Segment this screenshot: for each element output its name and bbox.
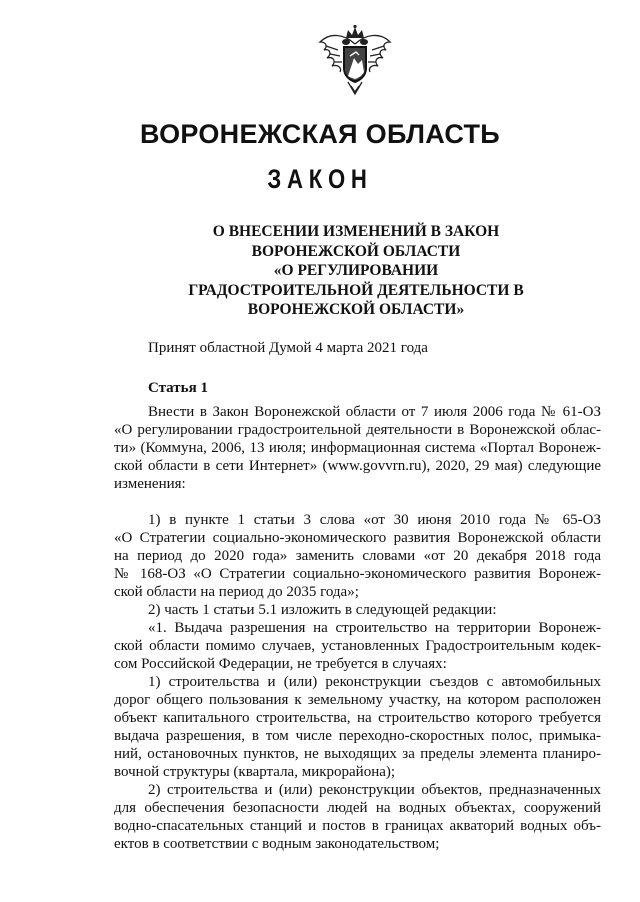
text-line: 1) строительства и (или) реконструкции съездов с автомобильных xyxy=(148,674,601,690)
text-line: 2) строительства и (или) реконструкции объектов, предназначенных xyxy=(148,782,601,798)
paragraph-case-2 xyxy=(114,781,601,853)
text-line: вочной структуры (квартала, микрорайона); xyxy=(114,764,396,780)
text-line: сом Российской Федерации, не требуется в случаях: xyxy=(114,656,447,672)
law-name-line: ВОРОНЕЖСКОЙ ОБЛАСТИ» xyxy=(247,301,465,318)
text-line: на период до 2020 года» заменить словами «от 20 декабря 2018 года xyxy=(114,548,601,564)
text-line: № 168-ОЗ «О Стратегии социально-экономического развития Воронеж- xyxy=(114,566,601,582)
text-line: «1. Выдача разрешения на строительство на территории Воронеж- xyxy=(148,620,601,636)
paragraph-new-part-1 xyxy=(114,619,601,673)
voronezh-coat-of-arms-icon xyxy=(312,24,398,98)
paragraph-case-1 xyxy=(114,673,601,781)
text-line: ний, остановочных пунктов, не выходящих за пределы элемента планиро- xyxy=(114,746,601,762)
law-name xyxy=(0,222,640,320)
article-body xyxy=(114,403,601,853)
text-line: ской области в сети Интернет» (www.govvrn.ru), 2020, 29 мая) следующие xyxy=(114,458,601,474)
law-name-line: О ВНЕСЕНИИ ИЗМЕНЕНИЙ В ЗАКОН xyxy=(212,223,500,240)
adoption-date: Принят областной Думой 4 марта 2021 года xyxy=(148,340,428,356)
text-line: выдача разрешения, в том числе переходно-скоростных полос, примыка- xyxy=(114,728,601,744)
paragraph-item-1 xyxy=(114,511,601,601)
law-name-line: ВОРОНЕЖСКОЙ ОБЛАСТИ xyxy=(251,242,461,260)
text-line: ской области на период до 2035 года»; xyxy=(114,584,359,600)
text-line: ской области помимо случаев, установленных Градостроительным кодек- xyxy=(114,638,601,654)
article-heading: Статья 1 xyxy=(148,380,208,396)
text-line: 2) часть 1 статьи 5.1 изложить в следующей редакции: xyxy=(148,602,497,618)
paragraph-item-2 xyxy=(114,601,601,619)
law-name-line: ГРАДОСТРОИТЕЛЬНОЙ ДЕЯТЕЛЬНОСТИ В xyxy=(188,281,524,299)
region-title: ВОРОНЕЖСКАЯ ОБЛАСТЬ xyxy=(139,119,501,149)
document-type-title: ЗАКОН xyxy=(267,164,373,194)
text-line: водно-спасательных станций и постов в границах акваторий водных объ- xyxy=(114,818,601,834)
text-line: объект капитального строительства, на строительство которого требуется xyxy=(114,710,601,726)
text-line: 1) в пункте 1 статьи 3 слова «от 30 июня 2010 года № 65-ОЗ xyxy=(148,512,601,528)
text-line: Внести в Закон Воронежской области от 7 июля 2006 года № 61-ОЗ xyxy=(148,404,601,420)
text-line: дорог общего пользования к земельному участку, на котором расположен xyxy=(114,692,601,708)
text-line: ти» (Коммуна, 2006, 13 июля; информационная система «Портал Воронеж- xyxy=(114,440,601,456)
paragraph-amendment-intro xyxy=(114,403,601,493)
text-line: изменения: xyxy=(114,476,186,492)
text-line: «О Стратегии социально-экономического развития Воронежской области xyxy=(114,530,601,546)
text-line: «О регулировании градостроительной деятельности в Воронежской облас- xyxy=(114,422,601,438)
text-line: ектов в соответствии с водным законодательством; xyxy=(114,836,440,852)
law-name-line: «О РЕГУЛИРОВАНИИ xyxy=(273,262,439,279)
text-line: для обеспечения безопасности людей на водных объектах, сооружений xyxy=(114,800,601,816)
